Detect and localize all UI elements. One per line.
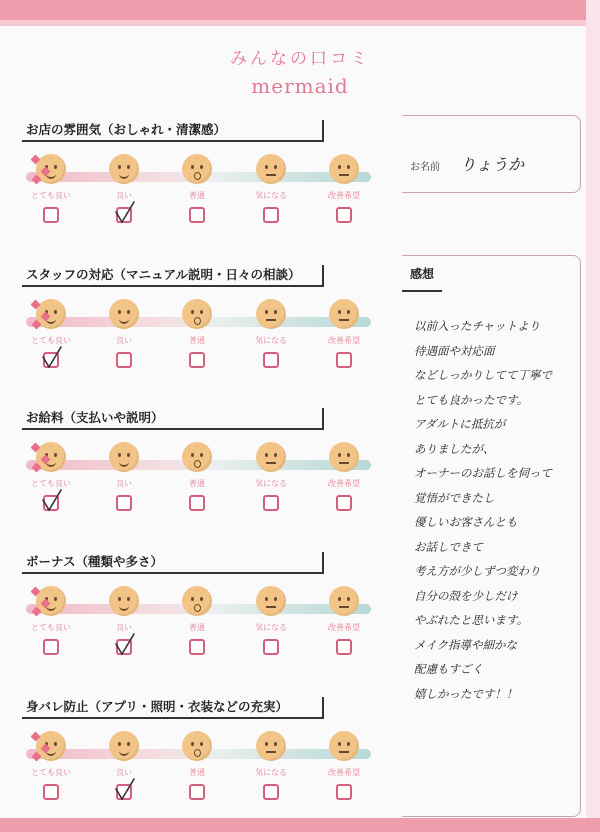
- checkmark-icon: [41, 488, 63, 512]
- rating-label: とても良い: [31, 479, 71, 488]
- impression-line: アダルトに抵抗が: [414, 417, 506, 431]
- brand-name: mermaid: [251, 74, 349, 98]
- section-title: 身バレ防止（アプリ・照明・衣装などの充実）: [26, 699, 289, 714]
- impression-line: 優しいお客さんとも: [414, 515, 518, 529]
- good-face-icon: [109, 154, 139, 184]
- rating-checkbox[interactable]: [336, 352, 352, 368]
- rating-label: 良い: [116, 191, 132, 200]
- impression-line: 配慮もすごく: [414, 662, 483, 676]
- rating-section: [26, 408, 371, 528]
- rating-label: 良い: [116, 479, 132, 488]
- rating-label: 普通: [189, 479, 205, 488]
- impression-line: ありましたが、: [414, 441, 495, 456]
- section-title: お給料（支払いや説明）: [26, 410, 164, 425]
- rating-label: とても良い: [31, 768, 71, 777]
- impression-line: などしっかりしてて丁寧で: [414, 368, 552, 382]
- impression-line: とても良かったです。: [414, 392, 529, 407]
- rating-label: 改善希望: [328, 768, 360, 777]
- good-face-icon: [109, 731, 139, 761]
- rating-label: 気になる: [255, 336, 287, 345]
- rating-checkbox[interactable]: [336, 784, 352, 800]
- section-underline: [22, 140, 322, 142]
- rating-checkbox[interactable]: [43, 784, 59, 800]
- checkmark-icon: [41, 345, 63, 369]
- normal-face-icon: [182, 442, 212, 472]
- rating-label: 気になる: [255, 479, 287, 488]
- rating-section: [26, 552, 371, 672]
- rating-checkbox[interactable]: [263, 207, 279, 223]
- rating-label: 気になる: [255, 191, 287, 200]
- rating-label: 良い: [116, 623, 132, 632]
- concerned-face-icon: [256, 442, 286, 472]
- right-edge: [586, 0, 600, 832]
- rating-checkbox[interactable]: [263, 639, 279, 655]
- rating-checkbox[interactable]: [189, 639, 205, 655]
- section-title: スタッフの対応（マニュアル説明・日々の相談）: [26, 267, 301, 282]
- impression-line: メイク指導や細かな: [414, 637, 518, 652]
- rating-label: 改善希望: [328, 479, 360, 488]
- checkmark-icon: [114, 632, 136, 656]
- rating-label: 気になる: [255, 623, 287, 632]
- normal-face-icon: [182, 299, 212, 329]
- top-band: [0, 0, 600, 20]
- section-underline: [22, 717, 322, 719]
- page-title: みんなの口コミ: [230, 49, 370, 69]
- rating-label: とても良い: [31, 336, 71, 345]
- rating-checkbox[interactable]: [189, 207, 205, 223]
- needs-improvement-face-icon: [329, 586, 359, 616]
- section-underline: [22, 572, 322, 574]
- bottom-band: [0, 818, 600, 832]
- impression-line: やぶれたと思います。: [414, 613, 529, 627]
- rating-label: 良い: [116, 336, 132, 345]
- concerned-face-icon: [256, 731, 286, 761]
- needs-improvement-face-icon: [329, 299, 359, 329]
- impression-line: 嬉しかったです！！: [414, 686, 518, 701]
- section-bracket: [322, 552, 324, 574]
- section-underline: [22, 285, 322, 287]
- needs-improvement-face-icon: [329, 154, 359, 184]
- checkmark-icon: [114, 777, 136, 801]
- rating-label: 普通: [189, 336, 205, 345]
- impressions-text: [414, 314, 584, 706]
- impression-line: 自分の殻を少しだけ: [414, 588, 518, 603]
- impressions-label: 感想: [410, 267, 435, 281]
- name-label: お名前: [410, 162, 440, 173]
- impression-line: 覚悟ができたし: [414, 490, 495, 505]
- top-band-light: [0, 20, 600, 26]
- section-title: お店の雰囲気（おしゃれ・清潔感）: [26, 122, 227, 137]
- rating-checkbox[interactable]: [116, 495, 132, 511]
- good-face-icon: [109, 586, 139, 616]
- rating-checkbox[interactable]: [189, 495, 205, 511]
- rating-label: とても良い: [31, 191, 71, 200]
- needs-improvement-face-icon: [329, 731, 359, 761]
- rating-label: 普通: [189, 191, 205, 200]
- section-bracket: [322, 697, 324, 719]
- checkmark-icon: [114, 200, 136, 224]
- good-face-icon: [109, 442, 139, 472]
- rating-checkbox[interactable]: [189, 784, 205, 800]
- impression-line: オーナーのお話しを伺って: [414, 466, 552, 480]
- impression-line: 考え方が少しずつ変わり: [414, 564, 541, 578]
- impression-line: 以前入ったチャットより: [414, 319, 541, 333]
- impression-line: お話しできて: [414, 539, 483, 554]
- rating-label: 改善希望: [328, 623, 360, 632]
- rating-checkbox[interactable]: [43, 639, 59, 655]
- section-bracket: [322, 120, 324, 142]
- needs-improvement-face-icon: [329, 442, 359, 472]
- rating-section: [26, 120, 371, 240]
- good-face-icon: [109, 299, 139, 329]
- rating-checkbox[interactable]: [263, 495, 279, 511]
- section-bracket: [322, 265, 324, 287]
- rating-checkbox[interactable]: [263, 784, 279, 800]
- rating-label: 良い: [116, 768, 132, 777]
- normal-face-icon: [182, 154, 212, 184]
- normal-face-icon: [182, 586, 212, 616]
- rating-label: 改善希望: [328, 336, 360, 345]
- impressions-rule: [402, 290, 442, 292]
- rating-label: 普通: [189, 768, 205, 777]
- rating-checkbox[interactable]: [336, 639, 352, 655]
- rating-checkbox[interactable]: [336, 495, 352, 511]
- section-bracket: [322, 408, 324, 430]
- section-underline: [22, 428, 322, 430]
- rating-label: 普通: [189, 623, 205, 632]
- rating-label: 改善希望: [328, 191, 360, 200]
- impression-line: 待遇面や対応面: [414, 343, 495, 358]
- rating-section: [26, 265, 371, 385]
- rating-label: 気になる: [255, 768, 287, 777]
- name-value: りょうか: [460, 155, 525, 174]
- rating-label: とても良い: [31, 623, 71, 632]
- rating-checkbox[interactable]: [263, 352, 279, 368]
- rating-checkbox[interactable]: [43, 207, 59, 223]
- concerned-face-icon: [256, 586, 286, 616]
- rating-checkbox[interactable]: [336, 207, 352, 223]
- concerned-face-icon: [256, 299, 286, 329]
- rating-checkbox[interactable]: [116, 352, 132, 368]
- section-title: ボーナス（種類や多さ）: [26, 554, 164, 569]
- rating-section: [26, 697, 371, 817]
- concerned-face-icon: [256, 154, 286, 184]
- normal-face-icon: [182, 731, 212, 761]
- rating-checkbox[interactable]: [189, 352, 205, 368]
